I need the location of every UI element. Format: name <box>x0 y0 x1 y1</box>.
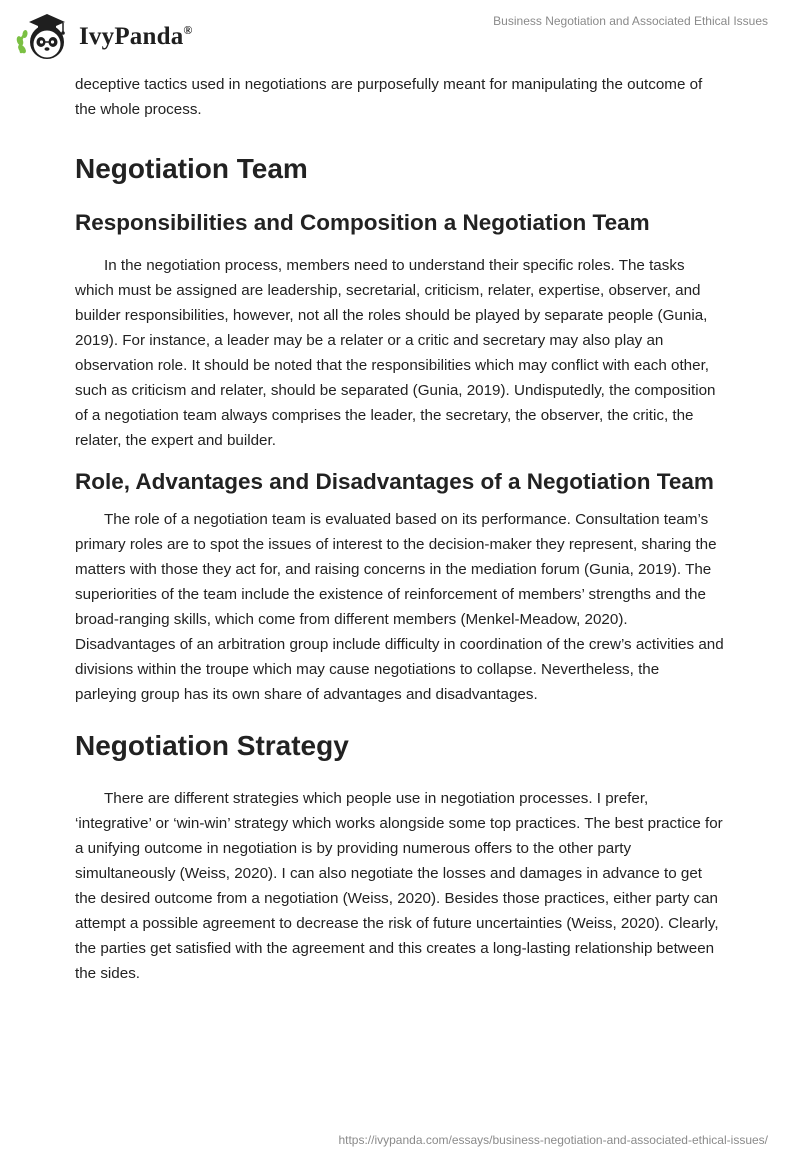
paragraph-role-advantages: The role of a negotiation team is evaluated based on its performance. Consultation team’s primary roles are to spot the issues of interest to the decision-maker they represent, sharing the matters with those they act for, and raising concerns in the mediation forum (Gunia, 2019). The superiorities of the team include the existence of reinforcement of members’ strengths and the broad-ranging skills, which come from different members (Menkel-Meadow, 2020). Disadvantages of an arbitration group include difficulty in coordination of the crew’s activities and divisions within the troupe which may cause negotiations to collapse. Nevertheless, the parleying group has its own share of advantages and disadvantages. <box>75 511 724 703</box>
brand-name: IvyPanda® <box>79 23 193 50</box>
subheading-role-advantages: Role, Advantages and Disadvantages of a Negotiation Team <box>75 469 714 494</box>
ivypanda-logo[interactable] <box>15 8 193 64</box>
section-heading-negotiation-strategy: Negotiation Strategy <box>75 730 349 761</box>
paragraph-strategy: There are different strategies which people use in negotiation processes. I prefer, ‘integrative’ or ‘win-win’ strategy which works alongside some top practices. The best practice for a unifying outcome in negotiation is by providing numerous offers to the other party simultaneously (Weiss, 2020). I can also negotiate the losses and damages in advance to get the desired outcome from a negotiation (Weiss, 2020). Besides those practices, either party can attempt a possible agreement to decrease the risk of future uncertainties (Weiss, 2020). Clearly, the parties get satisfied with the agreement and this creates a long-lasting relationship between the sides. <box>75 790 723 982</box>
page-header <box>0 0 800 70</box>
subheading-responsibilities: Responsibilities and Composition a Negotiation Team <box>75 210 650 235</box>
panda-graduate-icon <box>15 8 73 64</box>
intro-paragraph: deceptive tactics used in negotiations are purposefully meant for manipulating the outcome of the whole process. <box>75 76 703 118</box>
source-url[interactable]: https://ivypanda.com/essays/business-negotiation-and-associated-ethical-issues/ <box>338 1133 768 1147</box>
paragraph-responsibilities: In the negotiation process, members need to understand their specific roles. The tasks which must be assigned are leadership, secretarial, criticism, relater, expertise, observer, and builder responsibilities, however, not all the roles should be played by separate people (Gunia, 2019). For instance, a leader may be a relater or a critic and secretary may also play an observation role. It should be noted that the responsibilities which may conflict with each other, such as criticism and relater, should be separated (Gunia, 2019). Undisputedly, the composition of a negotiation team always comprises the leader, the secretary, the observer, the critic, the relater, the expert and builder. <box>75 257 716 449</box>
section-heading-negotiation-team: Negotiation Team <box>75 153 308 184</box>
document-title: Business Negotiation and Associated Ethical Issues <box>493 14 768 28</box>
article-body <box>75 72 725 986</box>
